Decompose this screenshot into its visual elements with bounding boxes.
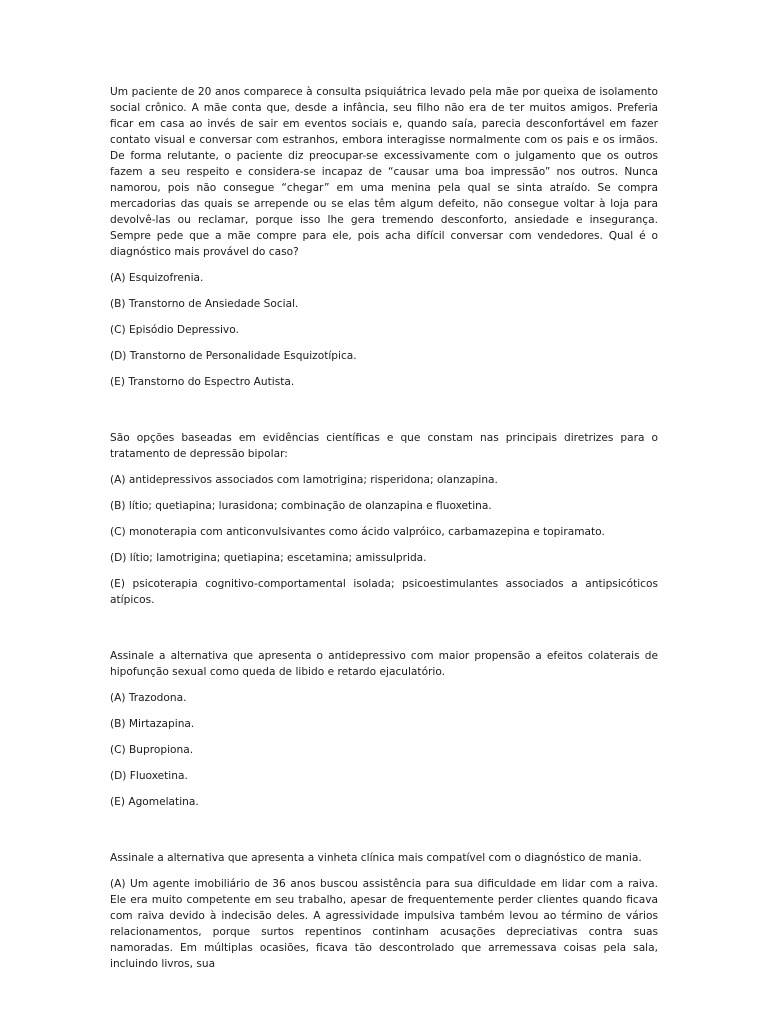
question-stem: Um paciente de 20 anos comparece à consulta psiquiátrica levado pela mãe por queixa de isolamento social crônico. A mãe conta que, desde a infância, seu filho não era de ter muitos amigos. Preferia ficar em casa ao invés de sair em eventos sociais e, quando saía, parecia desconfortável em fazer contato visual e conversar com estranhos, embora interagisse normalmente com os pais e os irmãos. De forma relutante, o paciente diz preocupar-se excessivamente com o julgamento que os outros fazem a seu respeito e considera-se incapaz de “causar uma boa impressão” nos outros. Nunca namorou, pois não consegue “chegar” em uma menina pela qual se sinta atraído. Se compra mercadorias das quais se arrepende ou se elas têm algum defeito, não consegue voltar à loja para devolvê-las ou reclamar, porque isso lhe gera tremendo desconforto, ansiedade e insegurança. Sempre pede que a mãe compre para ele, pois acha difícil conversar com vendedores. Qual é o diagnóstico mais provável do caso? — [110, 86, 658, 258]
question-3 — [110, 648, 658, 810]
question-stem: Assinale a alternativa que apresenta a vinheta clínica mais compatível com o diagnóstico de mania. — [110, 852, 642, 864]
spacer — [110, 618, 658, 648]
option-b: (B) Mirtazapina. — [110, 718, 195, 730]
question-stem: São opções baseadas em evidências científicas e que constam nas principais diretrizes para o tratamento de depressão bipolar: — [110, 432, 658, 460]
option-e: (E) Agomelatina. — [110, 796, 199, 808]
question-2 — [110, 430, 658, 608]
option-e: (E) psicoterapia cognitivo-comportamental isolada; psicoestimulantes associados a antipsicóticos atípicos. — [110, 578, 658, 606]
option-c: (C) monoterapia com anticonvulsivantes como ácido valpróico, carbamazepina e topiramato. — [110, 526, 605, 538]
option-b: (B) lítio; quetiapina; lurasidona; combinação de olanzapina e fluoxetina. — [110, 500, 492, 512]
spacer — [110, 400, 658, 430]
option-a: (A) antidepressivos associados com lamotrigina; risperidona; olanzapina. — [110, 474, 498, 486]
option-c: (C) Episódio Depressivo. — [110, 324, 239, 336]
option-a: (A) Esquizofrenia. — [110, 272, 204, 284]
option-a: (A) Um agente imobiliário de 36 anos buscou assistência para sua dificuldade em lidar com a raiva. Ele era muito competente em seu trabalho, apesar de frequentemente perder clientes quando ficava com raiva devido à indecisão deles. A agressividade impulsiva também levou ao término de vários relacionamentos, porque surtos repentinos continham acusações depreciativas contra suas namoradas. Em múltiplas ocasiões, ficava tão descontrolado que arremessava coisas pela sala, incluindo livros, sua — [110, 878, 658, 970]
option-a: (A) Trazodona. — [110, 692, 187, 704]
option-d: (D) lítio; lamotrigina; quetiapina; escetamina; amissulprida. — [110, 552, 427, 564]
question-1 — [110, 84, 658, 390]
document-page — [110, 84, 658, 982]
option-e: (E) Transtorno do Espectro Autista. — [110, 376, 295, 388]
option-b: (B) Transtorno de Ansiedade Social. — [110, 298, 299, 310]
option-c: (C) Bupropiona. — [110, 744, 194, 756]
option-d: (D) Transtorno de Personalidade Esquizotípica. — [110, 350, 357, 362]
spacer — [110, 820, 658, 850]
question-4 — [110, 850, 658, 972]
question-stem: Assinale a alternativa que apresenta o antidepressivo com maior propensão a efeitos colaterais de hipofunção sexual como queda de libido e retardo ejaculatório. — [110, 650, 658, 678]
option-d: (D) Fluoxetina. — [110, 770, 188, 782]
